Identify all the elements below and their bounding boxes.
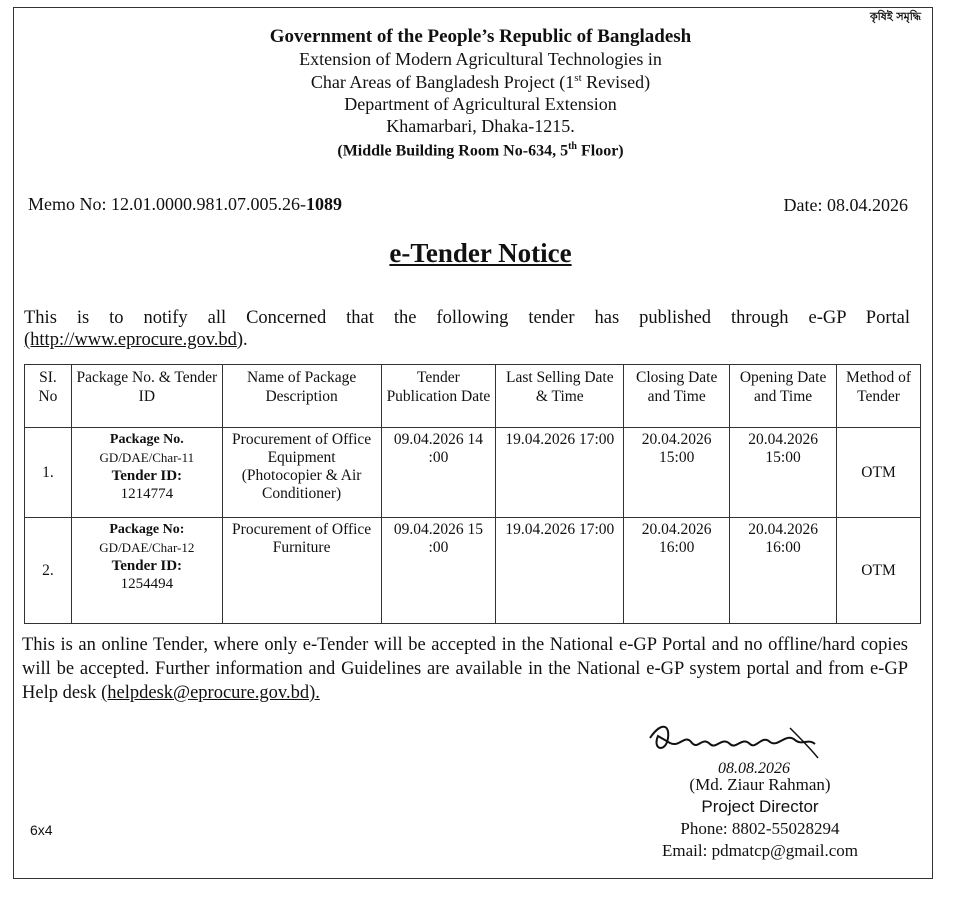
row-closing: 20.04.2026 16:00 — [624, 518, 730, 624]
government-heading: Government of the People’s Republic of Bangladesh — [269, 26, 692, 47]
department-line: Department of Agricultural Extension — [344, 94, 617, 114]
table-row — [25, 428, 921, 518]
table-header-row — [25, 365, 921, 428]
row-package — [71, 518, 222, 624]
signatory-phone: Phone: 8802-55028294 — [680, 819, 840, 838]
package-code: GD/DAE/Char-11 — [99, 450, 195, 465]
header-method: Method of Tender — [837, 365, 921, 428]
header-last-selling: Last Selling Date & Time — [496, 365, 624, 428]
row-method: OTM — [837, 428, 921, 518]
row-package — [71, 428, 222, 518]
signature-block — [620, 774, 900, 862]
row-last-selling: 19.04.2026 17:00 — [496, 518, 624, 624]
signature-date: 08.08.2026 — [718, 760, 790, 777]
row-sl: 2. — [25, 518, 72, 624]
eprocure-link[interactable]: (http://www.eprocure.gov.bd — [24, 330, 237, 350]
row-sl: 1. — [25, 428, 72, 518]
signatory-email: Email: pdmatcp@gmail.com — [662, 841, 858, 860]
row-opening: 20.04.2026 15:00 — [730, 428, 837, 518]
row-closing: 20.04.2026 15:00 — [624, 428, 730, 518]
address-line: Khamarbari, Dhaka-1215. — [386, 116, 575, 136]
tender-id: 1214774 — [120, 486, 174, 502]
size-note: 6x4 — [30, 822, 53, 838]
project-line-1: Extension of Modern Agricultural Technologies in — [299, 49, 662, 69]
row-description: Procurement of Office Furniture — [222, 518, 381, 624]
helpdesk-link[interactable]: (helpdesk@eprocure.gov.bd). — [101, 683, 320, 703]
tender-id-label: Tender ID: — [111, 558, 183, 574]
room-line: (Middle Building Room No-634, 5th Floor) — [337, 141, 624, 160]
notice-title: e-Tender Notice — [389, 238, 572, 268]
row-description: Procurement of Office Equipment (Photocopier & Air Conditioner) — [222, 428, 381, 518]
signatory-designation: Project Director — [701, 797, 819, 816]
header-package: Package No. & Tender ID — [71, 365, 222, 428]
package-label: Package No. — [109, 432, 184, 447]
tender-table — [24, 364, 921, 624]
package-label: Package No: — [109, 522, 185, 537]
header-opening: Opening Date and Time — [730, 365, 837, 428]
signatory-name: (Md. Ziaur Rahman) — [689, 775, 831, 794]
tender-id: 1254494 — [120, 576, 174, 592]
row-publication: 09.04.2026 15 :00 — [381, 518, 496, 624]
intro-link-line: (http://www.eprocure.gov.bd). — [24, 330, 248, 350]
package-code: GD/DAE/Char-12 — [99, 540, 195, 555]
table-row — [25, 518, 921, 624]
row-method: OTM — [837, 518, 921, 624]
row-publication: 09.04.2026 14 :00 — [381, 428, 496, 518]
header-description: Name of Package Description — [222, 365, 381, 428]
header-closing: Closing Date and Time — [624, 365, 730, 428]
tender-id-label: Tender ID: — [111, 468, 183, 484]
footer-text: This is an online Tender, where only e-Tender will be accepted in the National e-GP Portal and no offline/hard copies will be accepted. Further information and Guidelines are available in the National e-GP system portal and from e-GP Help desk (helpdesk@eprocure.gov.bd). — [22, 635, 908, 703]
row-last-selling: 19.04.2026 17:00 — [496, 428, 624, 518]
memo-number: Memo No: 12.01.0000.981.07.005.26-1089 — [28, 194, 342, 214]
row-opening: 20.04.2026 16:00 — [730, 518, 837, 624]
header-sl: SI. No — [25, 365, 72, 428]
slogan: কৃষিই সমৃদ্ধি — [869, 10, 921, 23]
header-publication: Tender Publication Date — [381, 365, 496, 428]
project-line-2: Char Areas of Bangladesh Project (1st Revised) — [310, 72, 651, 92]
memo-date: Date: 08.04.2026 — [783, 195, 908, 215]
intro-text: This is to notify all Concerned that the following tender has published through e-GP Portal — [24, 308, 910, 328]
